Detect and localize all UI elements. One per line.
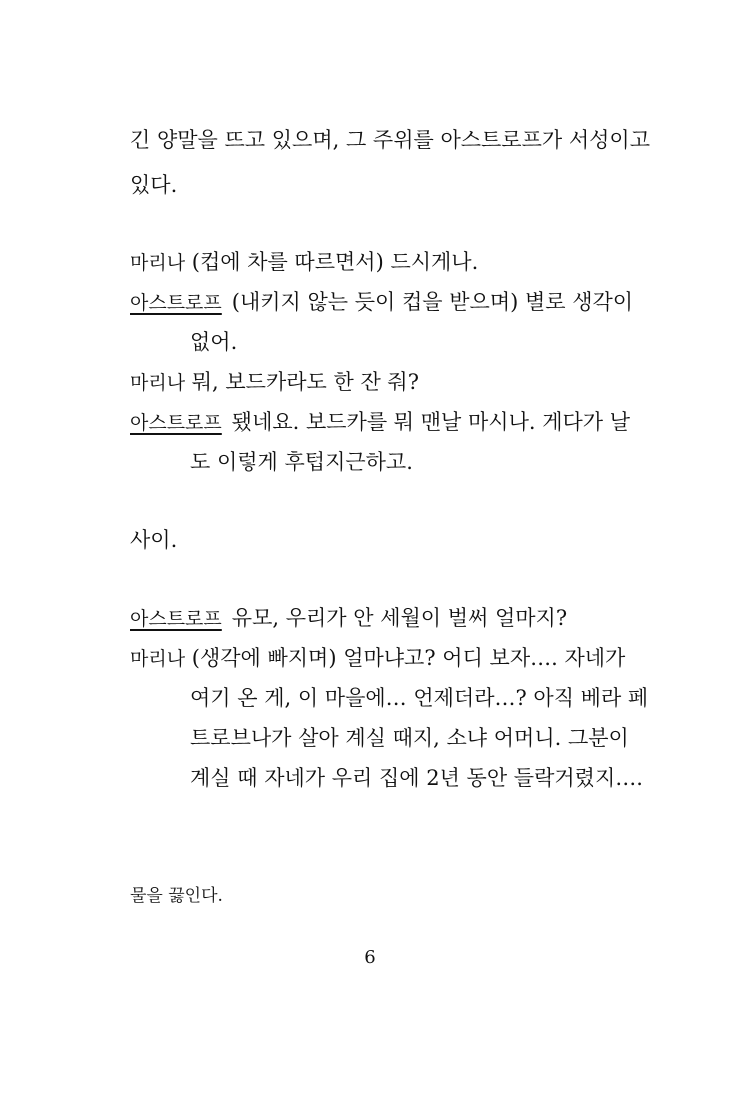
dialogue-line [130, 604, 567, 633]
dialogue-line [130, 368, 419, 397]
speaker-name: 마리나 [130, 648, 186, 670]
speaker-name: 마리나 [130, 372, 186, 394]
dialogue-text: 뭐, 보드카라도 한 잔 줘? [191, 370, 419, 394]
speaker-name: 아스트로프 [130, 608, 222, 630]
dialogue-text: (내키지 않는 듯이 컵을 받으며) 별로 생각이 [231, 290, 634, 314]
stage-direction-line: 긴 양말을 뜨고 있으며, 그 주위를 아스트로프가 서성이고 [130, 128, 650, 152]
dialogue-continuation: 계실 때 자네가 우리 집에 2년 동안 들락거렸지…. [190, 766, 643, 790]
dialogue-line [130, 248, 478, 277]
page-number: 6 [364, 947, 376, 968]
dialogue-text: (컵에 차를 따르면서) 드시게나. [191, 250, 479, 274]
dialogue-continuation: 도 이렇게 후텁지근하고. [190, 450, 413, 474]
speaker-name: 마리나 [130, 252, 186, 274]
stage-direction-line: 물을 끓인다. [130, 886, 223, 906]
dialogue-continuation: 트로브나가 살아 계실 때지, 소냐 어머니. 그분이 [190, 726, 629, 750]
dialogue-line [130, 644, 625, 673]
dialogue-continuation: 없어. [190, 330, 238, 354]
dialogue-line [130, 288, 633, 317]
stage-direction-line: 사이. [130, 528, 178, 552]
speaker-name: 아스트로프 [130, 292, 222, 314]
dialogue-line [130, 408, 630, 437]
dialogue-text: 됐네요. 보드카를 뭐 맨날 마시나. 게다가 날 [231, 410, 631, 434]
dialogue-text: 유모, 우리가 안 세월이 벌써 얼마지? [231, 606, 568, 630]
dialogue-continuation: 여기 온 게, 이 마을에… 언제더라…? 아직 베라 페 [190, 686, 649, 710]
speaker-name: 아스트로프 [130, 412, 222, 434]
stage-direction-line: 있다. [130, 173, 178, 197]
dialogue-text: (생각에 빠지며) 얼마냐고? 어디 보자…. 자네가 [191, 646, 626, 670]
